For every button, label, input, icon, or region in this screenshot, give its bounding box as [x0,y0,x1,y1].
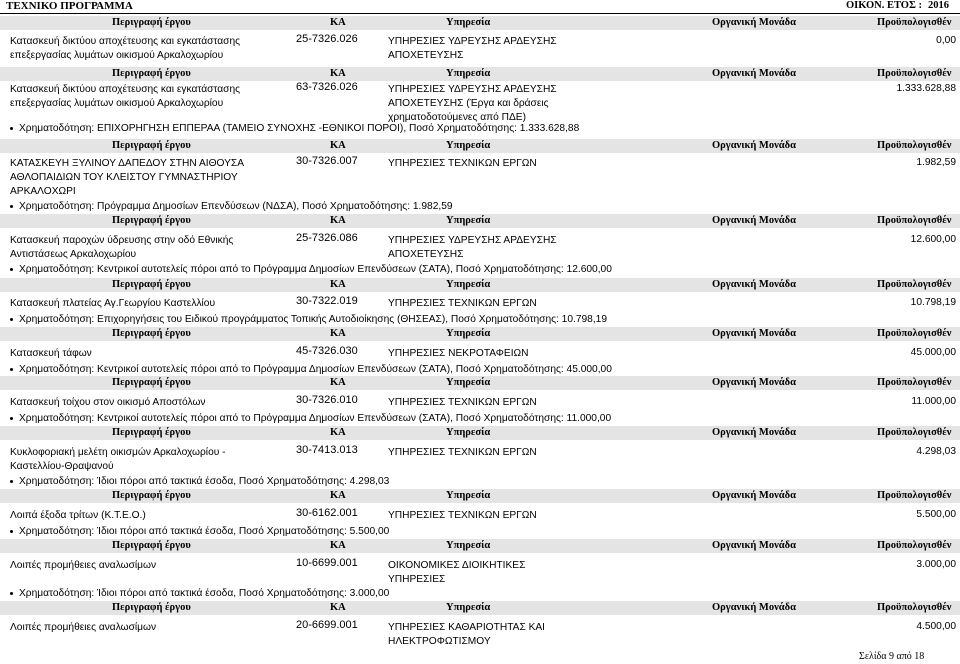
project-service-line: ΥΠΗΡΕΣΙΕΣ ΥΔΡΕΥΣΗΣ ΑΡΔΕΥΣΗΣ [388,84,557,95]
project-ka-code: 30-6162.001 [296,507,358,519]
project-ka-code: 63-7326.026 [296,81,358,93]
project-funding [10,264,612,275]
column-header-budget: Προϋπολογισθέν [877,602,952,613]
column-header-description: Περιγραφή έργου [112,140,191,151]
project-description-line: Κατασκευή πλατείας Αγ.Γεωργίου Καστελλίου [10,298,216,309]
project-service-line: ΥΠΗΡΕΣΙΕΣ ΥΔΡΕΥΣΗΣ ΑΡΔΕΥΣΗΣ [388,36,557,47]
column-header-row [0,214,960,228]
column-header-row [0,489,960,503]
project-description-line: Κατασκευή τάφων [10,348,92,359]
column-header-unit: Οργανική Μονάδα [712,602,796,613]
project-service-line: ΥΠΗΡΕΣΙΕΣ [388,574,446,585]
project-service-line: χρηματοδοτούμενες από ΠΔΕ) [388,112,526,123]
page-number: Σελίδα 9 από 18 [859,651,925,662]
column-header-unit: Οργανική Μονάδα [712,377,796,388]
project-description-line: ΑΘΛΟΠΑΙΔΙΩΝ ΤΟΥ ΚΛΕΙΣΤΟΥ ΓΥΜΝΑΣΤΗΡΙΟΥ [10,172,238,183]
project-budget-amount: 1.333.628,88 [896,83,956,94]
column-header-budget: Προϋπολογισθέν [877,68,952,79]
column-header-row [0,139,960,153]
column-header-ka: ΚΑ [330,377,346,388]
document-title: ΤΕΧΝΙΚΟ ΠΡΟΓΡΑΜΜΑ [6,0,133,12]
column-header-budget: Προϋπολογισθέν [877,490,952,501]
project-funding [10,476,389,487]
project-service [388,621,638,649]
project-service-line: ΥΠΗΡΕΣΙΕΣ ΝΕΚΡΟΤΑΦΕΙΩΝ [388,348,529,359]
column-header-ka: ΚΑ [330,427,346,438]
project-ka-code: 45-7326.030 [296,345,358,357]
project-service-line: ΑΠΟΧΕΤΕΥΣΗΣ (Έργα και δράσεις [388,98,549,109]
project-budget-amount: 11.000,00 [911,396,956,407]
project-description-line: ΚΑΤΑΣΚΕΥΗ ΞΥΛΙΝΟΥ ΔΑΠΕΔΟΥ ΣΤΗΝ ΑΙΘΟΥΣΑ [10,158,245,169]
project-service [388,509,638,523]
project-description-line: επεξεργασίας λυμάτων οικισμού Αρκαλοχωρίου [10,98,224,109]
column-header-description: Περιγραφή έργου [112,377,191,388]
fiscal-year-caption: ΟΙΚΟΝ. ΕΤΟΣ : [846,0,922,11]
project-description-line: Λοιπές προμήθειες αναλωσίμων [10,560,157,571]
project-ka-code: 25-7326.086 [296,232,358,244]
bullet-icon [10,205,13,208]
column-header-row [0,601,960,615]
project-budget-amount: 4.298,03 [916,446,956,457]
project-service [388,347,638,361]
project-funding-text: Χρηματοδότηση: Ίδιοι πόροι από τακτικά έσοδα, Ποσό Χρηματοδότησης: 4.298,03 [19,476,390,487]
column-header-service: Υπηρεσία [446,140,491,151]
project-funding [10,314,607,325]
project-ka-code: 20-6699.001 [296,619,358,631]
column-header-service: Υπηρεσία [446,215,491,226]
project-service-line: ΥΠΗΡΕΣΙΕΣ ΤΕΧΝΙΚΩΝ ΕΡΓΩΝ [388,397,537,408]
project-description-line: Λοιπά έξοδα τρίτων (Κ.Τ.Ε.Ο.) [10,510,146,521]
project-budget-amount: 10.798,19 [910,297,956,308]
project-budget-amount: 4.500,00 [916,621,956,632]
project-service-line: ΟΙΚΟΝΟΜΙΚΕΣ ΔΙΟΙΚΗΤΙΚΕΣ [388,560,526,571]
project-service-line: ΥΠΗΡΕΣΙΕΣ ΤΕΧΝΙΚΩΝ ΕΡΓΩΝ [388,298,537,309]
column-header-unit: Οργανική Μονάδα [712,328,796,339]
column-header-description: Περιγραφή έργου [112,215,191,226]
project-budget-amount: 1.982,59 [916,157,956,168]
project-description-line: Καστελλίου-Θραψανού [10,461,114,472]
project-funding [10,588,389,599]
column-header-ka: ΚΑ [330,140,346,151]
project-description [10,559,280,573]
project-description [10,396,280,410]
project-service-line: ΥΠΗΡΕΣΙΕΣ ΚΑΘΑΡΙΟΤΗΤΑΣ ΚΑΙ [388,622,545,633]
project-budget-amount: 3.000,00 [916,559,956,570]
project-service-line: ΗΛΕΚΤΡΟΦΩΤΙΣΜΟΥ [388,636,491,647]
project-ka-code: 25-7326.026 [296,33,358,45]
project-service-line: ΥΠΗΡΕΣΙΕΣ ΤΕΧΝΙΚΩΝ ΕΡΓΩΝ [388,447,537,458]
project-description [10,35,280,63]
column-header-unit: Οργανική Μονάδα [712,427,796,438]
column-header-ka: ΚΑ [330,540,346,551]
column-header-unit: Οργανική Μονάδα [712,140,796,151]
project-service [388,234,638,262]
project-funding [10,123,579,134]
project-budget-amount: 0,00 [936,35,956,46]
column-header-unit: Οργανική Μονάδα [712,68,796,79]
column-header-budget: Προϋπολογισθέν [877,215,952,226]
project-description-line: Κατασκευή τοίχου στον οικισμό Αποστόλων [10,397,206,408]
project-budget-amount: 12.600,00 [910,234,956,245]
column-header-row [0,327,960,341]
project-funding [10,526,389,537]
project-description [10,347,280,361]
project-service [388,297,638,311]
column-header-ka: ΚΑ [330,490,346,501]
project-description-line: Κυκλοφοριακή μελέτη οικισμών Αρκαλοχωρίου - [10,447,226,458]
column-header-ka: ΚΑ [330,68,346,79]
project-service [388,446,638,460]
project-service [388,83,638,125]
column-header-description: Περιγραφή έργου [112,328,191,339]
column-header-description: Περιγραφή έργου [112,427,191,438]
project-ka-code: 10-6699.001 [296,557,358,569]
project-service-line: ΥΠΗΡΕΣΙΕΣ ΥΔΡΕΥΣΗΣ ΑΡΔΕΥΣΗΣ [388,235,557,246]
project-description [10,234,280,262]
project-description-line: Αντιστάσεως Αρκαλοχωρίου [10,249,137,260]
column-header-description: Περιγραφή έργου [112,602,191,613]
column-header-unit: Οργανική Μονάδα [712,215,796,226]
project-service-line: ΑΠΟΧΕΤΕΥΣΗΣ [388,50,464,61]
project-service [388,559,638,587]
bullet-icon [10,480,13,483]
project-funding [10,201,453,212]
column-header-service: Υπηρεσία [446,17,491,28]
project-ka-code: 30-7326.007 [296,155,358,167]
project-funding-text: Χρηματοδότηση: Επιχορηγήσεις του Ειδικού προγράμματος Τοπικής Αυτοδιοίκησης (ΘΗΣΕΑΣ), Ποσό Χρηματοδότησης: 10.798,19 [19,314,608,325]
column-header-budget: Προϋπολογισθέν [877,540,952,551]
bullet-icon [10,530,13,533]
bullet-icon [10,417,13,420]
column-header-service: Υπηρεσία [446,377,491,388]
column-header-budget: Προϋπολογισθέν [877,17,952,28]
project-funding-text: Χρηματοδότηση: Κεντρικοί αυτοτελείς πόροι από το Πρόγραμμα Δημοσίων Επενδύσεων (ΣΑΤΑ), Ποσό Χρηματοδότησης: 45.000,00 [19,364,612,375]
column-header-row [0,16,960,30]
column-header-ka: ΚΑ [330,602,346,613]
project-service [388,396,638,410]
column-header-ka: ΚΑ [330,328,346,339]
column-header-row [0,426,960,440]
project-ka-code: 30-7413.013 [296,444,358,456]
project-funding [10,364,612,375]
project-description [10,621,280,635]
fiscal-year-value: 2016 [927,0,949,11]
column-header-ka: ΚΑ [330,279,346,290]
column-header-service: Υπηρεσία [446,279,491,290]
project-budget-amount: 5.500,00 [916,509,956,520]
project-description-line: Κατασκευή παροχών ύδρευσης στην οδό Εθνικής [10,235,234,246]
column-header-unit: Οργανική Μονάδα [712,17,796,28]
column-header-service: Υπηρεσία [446,602,491,613]
column-header-budget: Προϋπολογισθέν [877,279,952,290]
column-header-ka: ΚΑ [330,215,346,226]
fiscal-year-label [846,0,949,11]
project-funding-text: Χρηματοδότηση: Κεντρικοί αυτοτελείς πόροι από το Πρόγραμμα Δημοσίων Επενδύσεων (ΣΑΤΑ), Ποσό Χρηματοδότησης: 11.000,00 [19,413,612,424]
column-header-budget: Προϋπολογισθέν [877,427,952,438]
project-funding-text: Χρηματοδότηση: Ίδιοι πόροι από τακτικά έσοδα, Ποσό Χρηματοδότησης: 3.000,00 [19,588,390,599]
column-header-description: Περιγραφή έργου [112,490,191,501]
project-budget-amount: 45.000,00 [910,347,956,358]
project-description [10,446,280,474]
bullet-icon [10,268,13,271]
project-service [388,35,638,63]
bullet-icon [10,318,13,321]
project-funding-text: Χρηματοδότηση: Πρόγραμμα Δημοσίων Επενδύσεων (ΝΔΣΑ), Ποσό Χρηματοδότησης: 1.982,59 [19,201,453,212]
project-ka-code: 30-7326.010 [296,394,358,406]
project-description [10,83,280,111]
project-service-line: ΥΠΗΡΕΣΙΕΣ ΤΕΧΝΙΚΩΝ ΕΡΓΩΝ [388,510,537,521]
column-header-description: Περιγραφή έργου [112,68,191,79]
column-header-budget: Προϋπολογισθέν [877,377,952,388]
bullet-icon [10,127,13,130]
project-description-line: Κατασκευή δικτύου αποχέτευσης και εγκατάστασης [10,36,241,47]
column-header-row [0,376,960,390]
project-description-line: Κατασκευή δικτύου αποχέτευσης και εγκατάστασης [10,84,241,95]
project-service-line: ΑΠΟΧΕΤΕΥΣΗΣ [388,249,464,260]
column-header-service: Υπηρεσία [446,540,491,551]
project-description [10,297,280,311]
column-header-unit: Οργανική Μονάδα [712,540,796,551]
bullet-icon [10,592,13,595]
column-header-row [0,539,960,553]
project-funding [10,413,611,424]
bullet-icon [10,368,13,371]
column-header-row [0,67,960,81]
project-ka-code: 30-7322.019 [296,295,358,307]
project-service [388,157,638,171]
column-header-description: Περιγραφή έργου [112,279,191,290]
project-description [10,509,280,523]
column-header-service: Υπηρεσία [446,490,491,501]
project-description [10,157,280,199]
document-header [0,0,960,14]
column-header-budget: Προϋπολογισθέν [877,140,952,151]
column-header-description: Περιγραφή έργου [112,540,191,551]
project-funding-text: Χρηματοδότηση: Κεντρικοί αυτοτελείς πόροι από το Πρόγραμμα Δημοσίων Επενδύσεων (ΣΑΤΑ), Ποσό Χρηματοδότησης: 12.600,00 [19,264,612,275]
column-header-row [0,278,960,292]
column-header-service: Υπηρεσία [446,427,491,438]
column-header-description: Περιγραφή έργου [112,17,191,28]
project-description-line: Λοιπές προμήθειες αναλωσίμων [10,622,157,633]
column-header-unit: Οργανική Μονάδα [712,490,796,501]
column-header-budget: Προϋπολογισθέν [877,328,952,339]
project-funding-text: Χρηματοδότηση: ΕΠΙΧΟΡΗΓΗΣΗ ΕΠΠΕΡΑΑ (ΤΑΜΕΙΟ ΣΥΝΟΧΗΣ -ΕΘΝΙΚΟΙ ΠΟΡΟΙ), Ποσό Χρηματοδότησης: 1.333.628,88 [19,123,580,134]
project-description-line: ΑΡΚΑΛΟΧΩΡΙ [10,186,76,197]
project-funding-text: Χρηματοδότηση: Ίδιοι πόροι από τακτικά έσοδα, Ποσό Χρηματοδότησης: 5.500,00 [19,526,390,537]
column-header-service: Υπηρεσία [446,68,491,79]
column-header-service: Υπηρεσία [446,328,491,339]
project-description-line: επεξεργασίας λυμάτων οικισμού Αρκαλοχωρίου [10,50,224,61]
project-service-line: ΥΠΗΡΕΣΙΕΣ ΤΕΧΝΙΚΩΝ ΕΡΓΩΝ [388,158,537,169]
column-header-unit: Οργανική Μονάδα [712,279,796,290]
column-header-ka: ΚΑ [330,17,346,28]
